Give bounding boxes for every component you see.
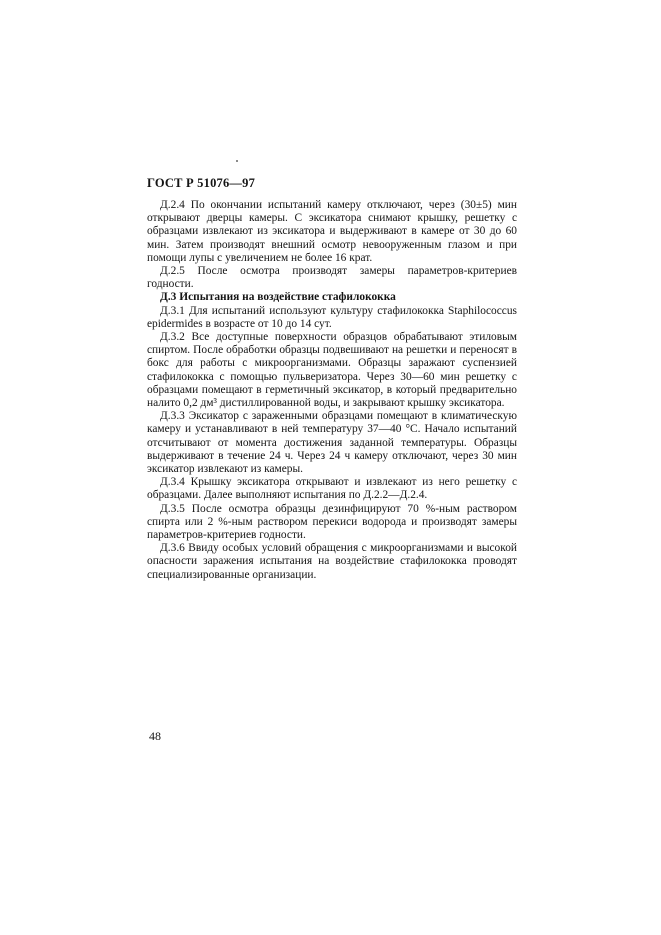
paragraph-d-2-4: Д.2.4 По окончании испытаний камеру отключают, через (30±5) мин открывают дверцы камеры. С эксикатора снимают крышку, решетку с образцами извлекают из эксикатора и выдерживают в камере от 30 до 60 мин. Затем производят внешний осмотр невооруженным глазом и при помощи лупы с увеличением не более 16 крат. — [147, 199, 517, 264]
paragraph-d-3-4: Д.3.4 Крышку эксикатора открывают и извлекают из него решетку с образцами. Далее выполняют испытания по Д.2.2—Д.2.4. — [147, 476, 517, 502]
paragraph-d-3-6: Д.3.6 Ввиду особых условий обращения с микроорганизмами и высокой опасности заражения испытания на воздействие стафилококка проводят специализированные организации. — [147, 542, 517, 581]
page-number: 48 — [149, 729, 161, 743]
paragraph-d-3-1: Д.3.1 Для испытаний используют культуру стафилококка Staphilococcus epidermides в возрасте от 10 до 14 сут. — [147, 304, 517, 330]
paragraph-d-3-5: Д.3.5 После осмотра образцы дезинфицируют 70 %-ным раствором спирта или 2 %-ным раствором перекиси водорода и производят замеры параметров-критериев годности. — [147, 502, 517, 542]
paragraph-d-3-2: Д.3.2 Все доступные поверхности образцов обрабатывают этиловым спиртом. После обработки образцы подвешивают на решетки и переносят в бокс для работы с микроорганизмами. Образцы заражают суспензией стафилококка с помощью пульверизатора. Через 30—60 мин решетку с образцами помещают в герметичный эксикатор, в который предварительно налито 0,2 дм³ дистиллированной воды, и закрывают крышку эксикатора. — [147, 331, 517, 410]
paragraph-d-2-5: Д.2.5 После осмотра производят замеры параметров-критериев годности. — [147, 265, 517, 291]
section-heading-d-3: Д.3 Испытания на воздействие стафилококка — [160, 291, 396, 304]
document-body — [147, 199, 517, 582]
paragraph-d-3-3: Д.3.3 Эксикатор с зараженными образцами помещают в климатическую камеру и устанавливают в ней температуру 37—40 °С. Начало испытаний отсчитывают от момента достижения заданной температуры. Образцы выдерживают в течение 24 ч. Через 24 ч камеру отключают, через 30 мин эксикатор извлекают из камеры. — [147, 410, 517, 476]
scan-speck — [236, 160, 238, 162]
document-header: ГОСТ Р 51076—97 — [147, 176, 256, 190]
